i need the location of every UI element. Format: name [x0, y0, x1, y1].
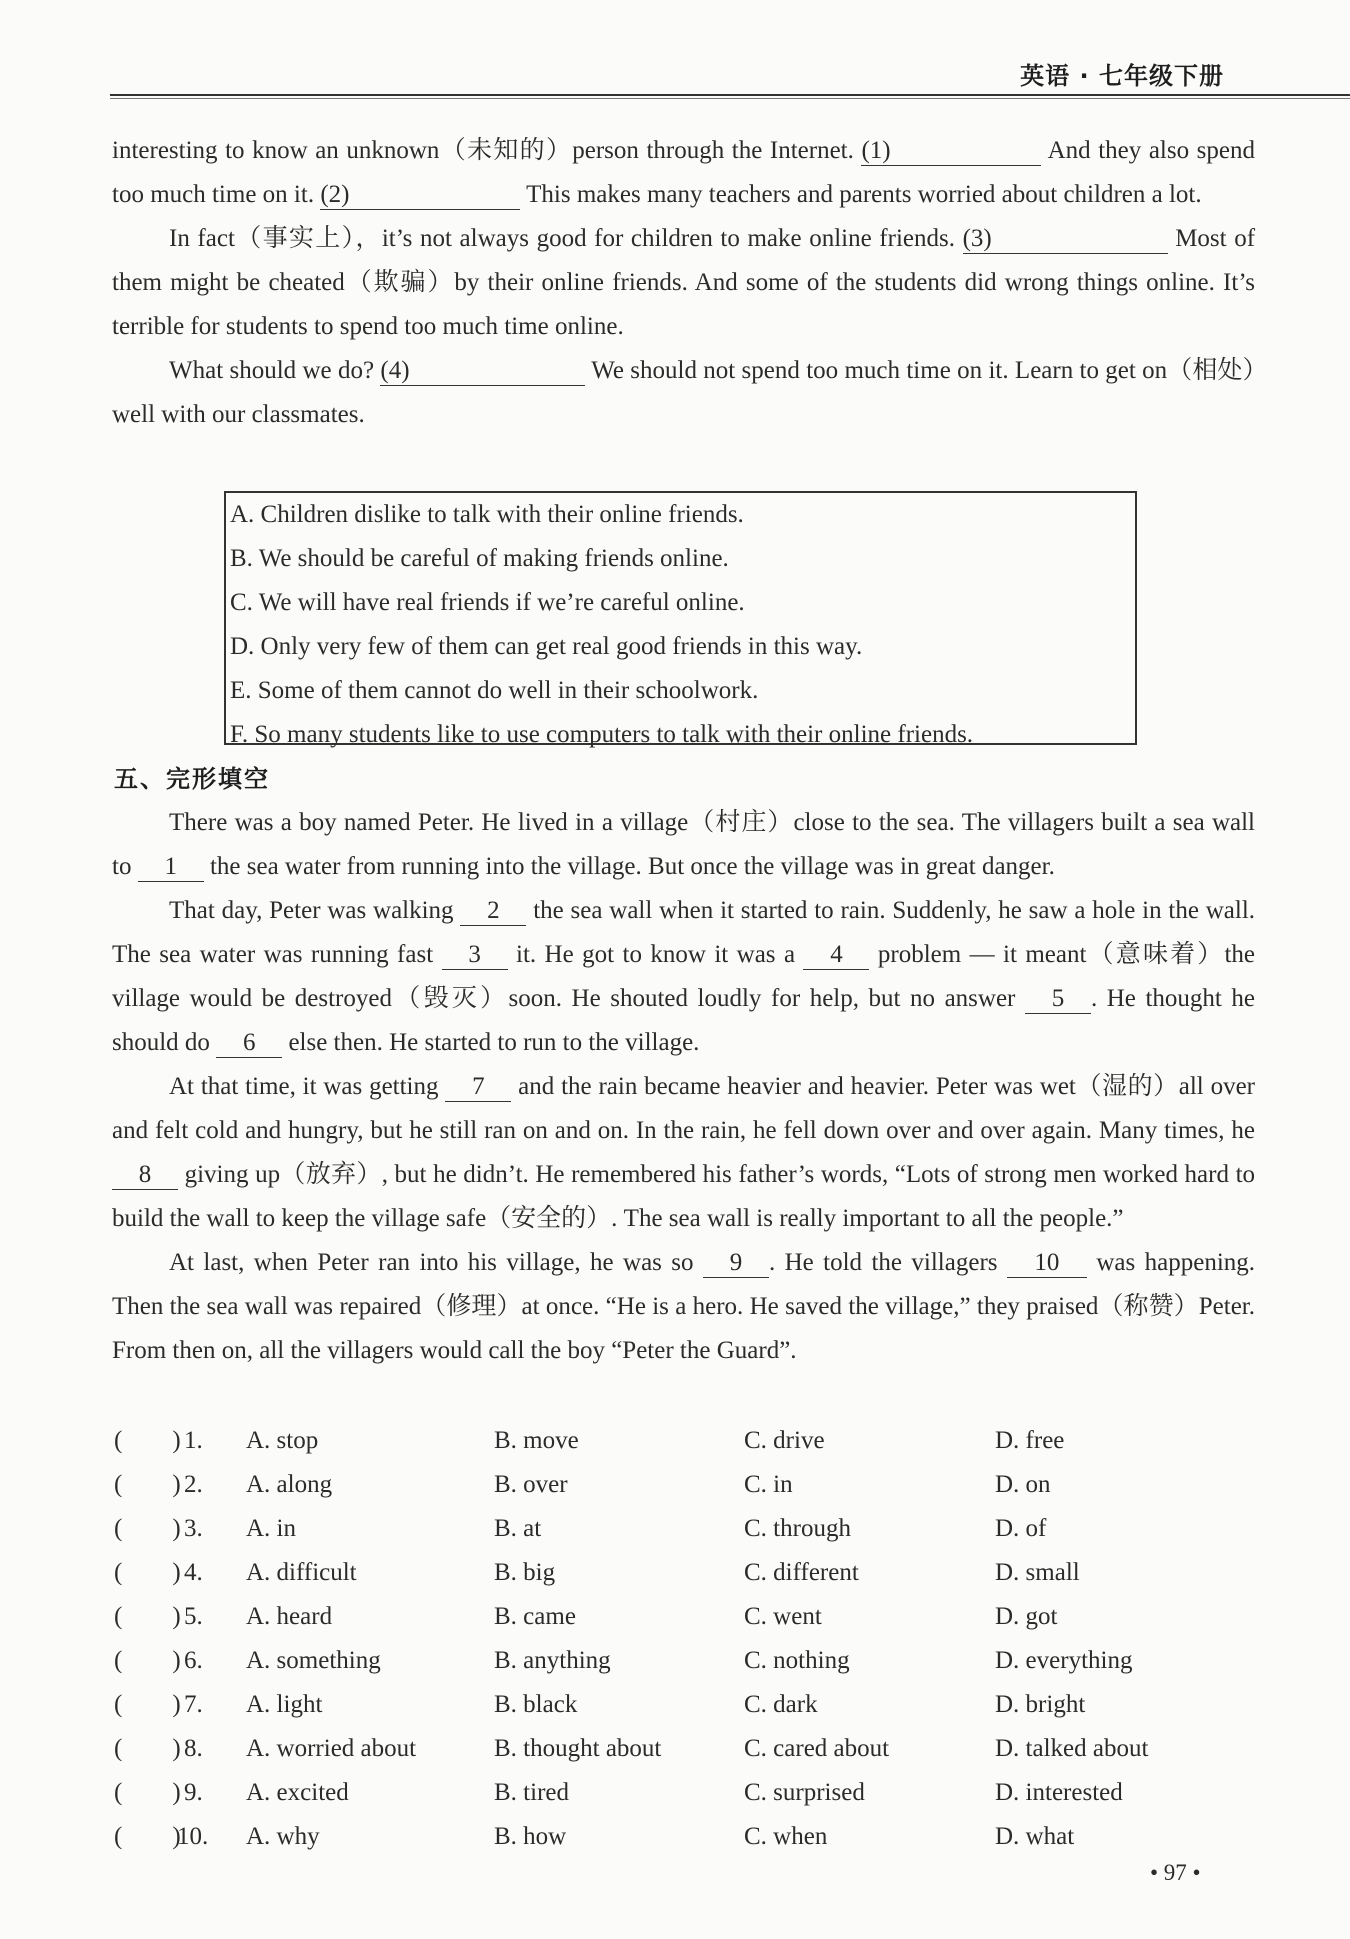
- choice-c[interactable]: C. when: [744, 1823, 828, 1850]
- answer-paren[interactable]: ( ): [114, 1823, 181, 1850]
- cloze-blank-7[interactable]: 7: [445, 1073, 511, 1102]
- question-row: [114, 1683, 1214, 1727]
- choice-b[interactable]: B. big: [494, 1559, 556, 1586]
- cloze-para-2: That day, Peter was walking 2 the sea wall when it started to rain. Suddenly, he saw a hole in the wall. The sea water was running fast 3 it. He got to know it was a 4 problem — it meant（意味着）the village would be destroyed（毁灭）soon. He shouted loudly for help, but no answer 5 . He thought he should do 6 else then. He started to run to the village.: [112, 897, 1256, 1056]
- choice-c[interactable]: C. surprised: [744, 1779, 865, 1806]
- choice-c[interactable]: C. went: [744, 1603, 822, 1630]
- choice-d[interactable]: D. got: [995, 1603, 1058, 1630]
- choice-d[interactable]: D. what: [995, 1823, 1075, 1850]
- choice-d[interactable]: D. on: [995, 1471, 1051, 1498]
- question-row: [114, 1639, 1214, 1683]
- choice-b[interactable]: B. at: [494, 1515, 542, 1542]
- choice-d[interactable]: D. free: [995, 1427, 1065, 1454]
- cloze-blank-4[interactable]: 4: [803, 941, 869, 970]
- choice-b[interactable]: B. thought about: [494, 1735, 662, 1762]
- cloze-blank-3[interactable]: 3: [442, 941, 508, 970]
- option-f: F. So many students like to use computers to talk with their online friends.: [230, 721, 974, 748]
- answer-paren[interactable]: ( ): [114, 1471, 181, 1498]
- option-c: C. We will have real friends if we’re careful online.: [230, 589, 745, 616]
- choice-b[interactable]: B. over: [494, 1471, 568, 1498]
- cloze-blank-8[interactable]: 8: [112, 1161, 178, 1190]
- choice-d[interactable]: D. of: [995, 1515, 1047, 1542]
- choice-b[interactable]: B. black: [494, 1691, 578, 1718]
- choice-a[interactable]: A. heard: [246, 1603, 333, 1630]
- choice-c[interactable]: C. in: [744, 1471, 793, 1498]
- choice-a[interactable]: A. difficult: [246, 1559, 357, 1586]
- options-box: [224, 491, 1137, 748]
- answer-paren[interactable]: ( ): [114, 1779, 181, 1806]
- choice-c[interactable]: C. drive: [744, 1427, 825, 1454]
- question-number: 1.: [184, 1427, 203, 1454]
- answer-blank-1[interactable]: (1): [861, 137, 1041, 166]
- question-number: 6.: [184, 1647, 203, 1674]
- choice-c[interactable]: C. dark: [744, 1691, 818, 1718]
- question-row: [114, 1815, 1214, 1859]
- cloze-para-3: At that time, it was getting 7 and the rain became heavier and heavier. Peter was wet（湿的）all over and felt cold and hungry, but he still ran on and on. In the rain, he fell down over and over again. Many times, he 8 giving up（放弃）, but he didn’t. He remembered his father’s words, “Lots of strong men worked hard to build the wall to keep the village safe（安全的）. The sea wall is really important to all the people.”: [112, 1073, 1256, 1232]
- option-a: A. Children dislike to talk with their online friends.: [230, 501, 744, 528]
- choice-b[interactable]: B. how: [494, 1823, 567, 1850]
- cloze-blank-10[interactable]: 10: [1007, 1249, 1087, 1278]
- answer-paren[interactable]: ( ): [114, 1559, 181, 1586]
- cloze-para-1: There was a boy named Peter. He lived in a village（村庄）close to the sea. The villagers built a sea wall to 1 the sea water from running into the village. But once the village was in great danger.: [112, 809, 1255, 880]
- question-row: [114, 1595, 1214, 1639]
- choice-a[interactable]: A. along: [246, 1471, 333, 1498]
- choice-d[interactable]: D. everything: [995, 1647, 1133, 1674]
- cloze-blank-5[interactable]: 5: [1025, 985, 1091, 1014]
- cloze-passage: [112, 801, 1255, 1373]
- question-row: [114, 1419, 1214, 1463]
- answer-paren[interactable]: ( ): [114, 1427, 181, 1454]
- passage-1-para-2: In fact（事实上），it’s not always good for children to make online friends. (3) Most of them might be cheated（欺骗）by their online friends. And some of the students did wrong things online. It’s terrible for students to spend too much time online.: [112, 225, 1256, 340]
- question-number: 7.: [184, 1691, 203, 1718]
- option-e: E. Some of them cannot do well in their schoolwork.: [230, 677, 759, 704]
- answer-paren[interactable]: ( ): [114, 1515, 181, 1542]
- choice-a[interactable]: A. why: [246, 1823, 320, 1850]
- cloze-blank-6[interactable]: 6: [216, 1029, 282, 1058]
- choice-c[interactable]: C. nothing: [744, 1647, 850, 1674]
- choice-a[interactable]: A. excited: [246, 1779, 349, 1806]
- option-d: D. Only very few of them can get real good friends in this way.: [230, 633, 863, 660]
- question-number: 5.: [184, 1603, 203, 1630]
- answer-paren[interactable]: ( ): [114, 1603, 181, 1630]
- choice-a[interactable]: A. something: [246, 1647, 381, 1674]
- answer-paren[interactable]: ( ): [114, 1647, 181, 1674]
- question-row: [114, 1727, 1214, 1771]
- passage-1-para-3: What should we do? (4) We should not spend too much time on it. Learn to get on（相处）well with our classmates.: [112, 357, 1255, 428]
- option-b: B. We should be careful of making friends online.: [230, 545, 729, 572]
- choice-c[interactable]: C. different: [744, 1559, 859, 1586]
- question-number: 9.: [184, 1779, 203, 1806]
- question-number: 10.: [177, 1823, 209, 1850]
- answer-paren[interactable]: ( ): [114, 1691, 181, 1718]
- choice-a[interactable]: A. light: [246, 1691, 323, 1718]
- section-title-cloze: 五、完形填空: [114, 765, 270, 793]
- choice-d[interactable]: D. interested: [995, 1779, 1123, 1806]
- answer-blank-4[interactable]: (4): [380, 357, 585, 386]
- choice-a[interactable]: A. in: [246, 1515, 296, 1542]
- answer-paren[interactable]: ( ): [114, 1735, 181, 1762]
- cloze-blank-2[interactable]: 2: [460, 897, 526, 926]
- header-title: 英语 · 七年级下册: [1020, 62, 1224, 90]
- question-row: [114, 1551, 1214, 1595]
- cloze-para-4: At last, when Peter ran into his village, he was so 9 . He told the villagers 10 was happening. Then the sea wall was repaired（修理）at once. “He is a hero. He saved the village,” they praised（称赞）Peter. From then on, all the villagers would call the boy “Peter the Guard”.: [112, 1249, 1256, 1364]
- question-number: 4.: [184, 1559, 203, 1586]
- choice-b[interactable]: B. tired: [494, 1779, 569, 1806]
- choice-a[interactable]: A. worried about: [246, 1735, 417, 1762]
- choice-a[interactable]: A. stop: [246, 1427, 319, 1454]
- header-rule: [110, 94, 1350, 96]
- question-row: [114, 1463, 1214, 1507]
- question-row: [114, 1771, 1214, 1815]
- page-number: • 97 •: [1150, 1860, 1201, 1885]
- header-rule-thin: [110, 98, 1350, 99]
- choice-b[interactable]: B. came: [494, 1603, 576, 1630]
- question-number: 2.: [184, 1471, 203, 1498]
- choice-d[interactable]: D. talked about: [995, 1735, 1149, 1762]
- question-number: 8.: [184, 1735, 203, 1762]
- choice-c[interactable]: C. cared about: [744, 1735, 890, 1762]
- passage-1: [112, 129, 1255, 437]
- choice-d[interactable]: D. bright: [995, 1691, 1086, 1718]
- choice-d[interactable]: D. small: [995, 1559, 1080, 1586]
- cloze-blank-1[interactable]: 1: [138, 853, 204, 882]
- choice-b[interactable]: B. anything: [494, 1647, 611, 1674]
- choice-c[interactable]: C. through: [744, 1515, 851, 1542]
- question-number: 3.: [184, 1515, 203, 1542]
- question-row: [114, 1507, 1214, 1551]
- answer-blank-2[interactable]: (2): [320, 181, 520, 210]
- cloze-blank-9[interactable]: 9: [703, 1249, 769, 1278]
- choice-b[interactable]: B. move: [494, 1427, 579, 1454]
- passage-1-para-1: interesting to know an unknown（未知的）person through the Internet. (1) And they also spend too much time on it. (2) This makes many teachers and parents worried about children a lot.: [112, 137, 1255, 208]
- answer-blank-3[interactable]: (3): [963, 225, 1168, 254]
